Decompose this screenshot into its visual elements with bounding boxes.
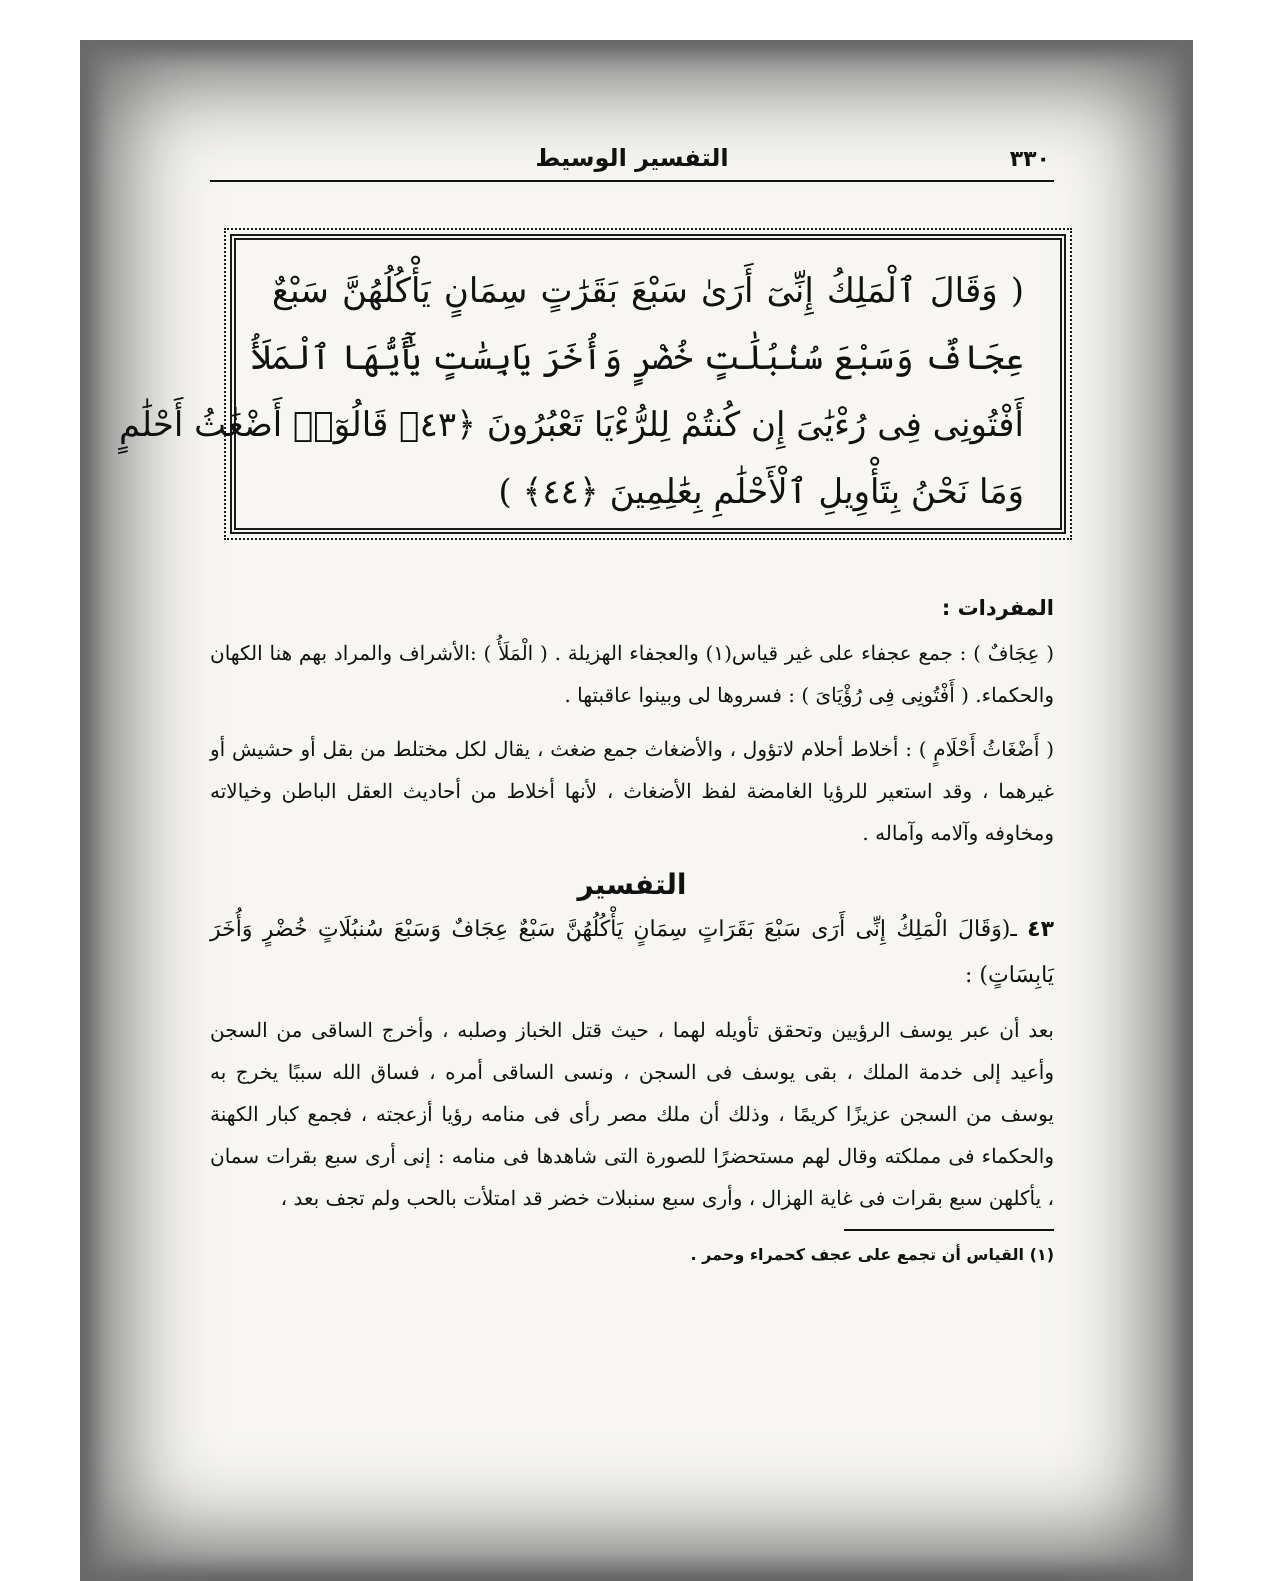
verse-line: ( وَقَالَ ٱلْمَلِكُ إِنِّىٓ أَرَىٰ سَبْعَ بَقَرَٰتٍ سِمَانٍ يَأْكُلُهُنَّ سَبْعٌ (272, 271, 1024, 311)
verse-line: عِجَافٌ وَسَبْعَ سُنۢبُلَٰتٍ خُضْرٍ وَأُخَرَ يَابِسَٰتٍ يَٰٓأَيُّهَا ٱلْمَلَأُ (251, 338, 1024, 378)
vocabulary-paragraph: ( أَضْغَاثُ أَحْلَامٍ ) : أخلاط أحلام لاتؤول ، والأضغاث جمع ضغث ، يقال لكل مختلط من بقل أو حشيش أو غيرهما ، وقد استعير للرؤيا الغامضة لفظ الأضغاث ، لأنها أخلاط من أحاديث العقل الباطن وخيالاته ومخاوفه وآلامه وآماله . (210, 737, 1054, 845)
footnote-divider (844, 1229, 1054, 1231)
verse-number: ٤٣ (1027, 917, 1054, 942)
verse-line: أَفْتُونِى فِى رُءْيَٰىَ إِن كُنتُمْ لِلرُّءْيَا تَعْبُرُونَ ﴿٤٣﴾ قَالُوٓا۟ أَضْغَٰثُ أَحْلَٰمٍ (118, 405, 1024, 445)
page-content (118, 130, 1055, 1264)
tafsir-verse-quote (210, 907, 1054, 999)
book-title: التفسير الوسيط (535, 144, 729, 172)
verse-text: ـ(وَقَالَ الْمَلِكُ إِنِّى أَرَى سَبْعَ بَقَرَاتٍ سِمَانٍ يَأْكُلُهُنَّ سَبْعٌ عِجَافٌ وَسَبْعَ سُنبُلَاتٍ خُضْرٍ وَأُخَرَ يَابِسَاتٍ) : (210, 917, 1054, 988)
footnote: (١) القياس أن تجمع على عجف كحمراء وحمر . (690, 1245, 1054, 1264)
verse-line: وَمَا نَحْنُ بِتَأْوِيلِ ٱلْأَحْلَٰمِ بِعَٰلِمِينَ ﴿٤٤﴾ ) (498, 472, 1024, 512)
book-page (80, 40, 1193, 1581)
vocabulary-paragraph: ( عِجَافٌ ) : جمع عجفاء على غير قياس(١) والعجفاء الهزيلة . ( الْمَلَأُ ) :الأشراف والمراد بهم هنا الكهان والحكماء. ( أَفْتُونِى فِى رُؤْيَاىَ ) : فسروها لى وبينوا عاقبتها . (210, 641, 1055, 707)
tafsir-paragraph: بعد أن عبر يوسف الرؤيين وتحقق تأويله لهما ، حيث قتل الخباز وصلبه ، وأخرج الساقى من السجن وأعيد إلى خدمة الملك ، بقى يوسف فى السجن ، ونسى الساقى أمره ، فساق الله سببًا يخرج به يوسف من السجن عزيزًا كريمًا ، وذلك أن ملك مصر رأى فى منامه رؤيا أزعجته ، فجمع كبار الكهنة والحكماء فى مملكته وقال لهم مستحضرًا للصورة التى شاهدها فى منامه : إنى أرى سبع بقرات سمان ، يأكلهن سبع بقرات فى غاية الهزال ، وأرى سبع سنبلات خضر قد امتلأت بالحب ولم تجف بعد ، (210, 1018, 1055, 1210)
page-number: ٣٣٠ (1009, 147, 1050, 172)
tafsir-heading: التفسير (577, 868, 687, 901)
vocabulary-label: المفردات : (941, 596, 1054, 620)
running-header (210, 130, 1054, 182)
quran-verse-box (118, 234, 1066, 534)
